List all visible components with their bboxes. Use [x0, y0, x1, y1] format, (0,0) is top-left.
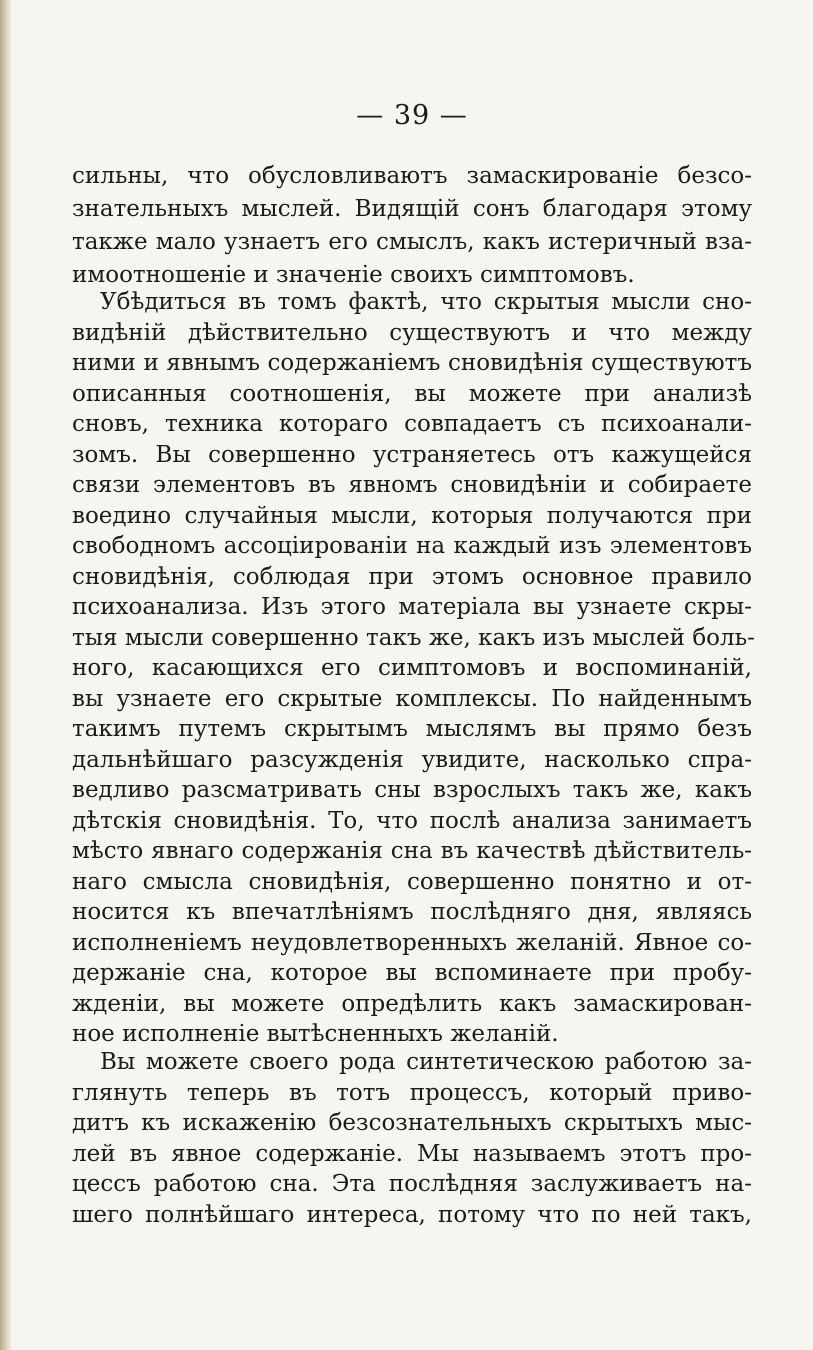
text-line: исполненіемъ неудовлетворенныхъ желаній. Явное со-: [72, 930, 752, 956]
text-line: зомъ. Вы совершенно устраняетесь отъ кажущейся: [72, 442, 752, 468]
text-line: глянуть теперь въ тотъ процессъ, который приво-: [72, 1080, 752, 1106]
text-line: сновъ, техника котораго совпадаетъ съ психоанали-: [72, 411, 752, 437]
text-line: связи элементовъ въ явномъ сновидѣніи и собираете: [72, 472, 752, 498]
text-line: психоанализа. Изъ этого матеріала вы узнаете скры-: [72, 594, 752, 620]
text-line: держаніе сна, которое вы вспоминаете при пробу-: [72, 960, 752, 986]
text-line: знательныхъ мыслей. Видящій сонъ благодаря этому: [72, 196, 752, 222]
text-line: сильны, что обусловливаютъ замаскированіе безсо-: [72, 163, 752, 189]
text-line: свободномъ ассоціированіи на каждый изъ элементовъ: [72, 533, 752, 559]
text-line: видѣній дѣйствительно существуютъ и что между: [72, 320, 752, 346]
text-line: описанныя соотношенія, вы можете при анализѣ: [72, 381, 752, 407]
text-line: цессъ работою сна. Эта послѣдняя заслуживаетъ на-: [72, 1171, 752, 1197]
text-line: наго смысла сновидѣнія, совершенно понятно и от-: [72, 869, 752, 895]
text-line: ного, касающихся его симптомовъ и воспоминаній,: [72, 655, 752, 681]
book-page: [72, 0, 755, 1350]
text-line: Убѣдиться въ томъ фактѣ, что скрытыя мысли сно-: [100, 289, 752, 315]
text-line: лей въ явное содержаніе. Мы называемъ этотъ про-: [72, 1141, 752, 1167]
text-line: имоотношеніе и значеніе своихъ симптомовъ.: [72, 262, 635, 288]
text-line: ное исполненіе вытѣсненныхъ желаній.: [72, 1021, 559, 1047]
text-line: ведливо разсматривать сны взрослыхъ такъ же, какъ: [72, 777, 752, 803]
text-line: также мало узнаетъ его смыслъ, какъ истеричный вза-: [72, 229, 752, 255]
text-line: воедино случайныя мысли, которыя получаются при: [72, 503, 752, 529]
text-line: дитъ къ искаженію безсознательныхъ скрытыхъ мыс-: [72, 1110, 752, 1136]
text-line: жденіи, вы можете опредѣлить какъ замаскирован-: [72, 991, 752, 1017]
text-line: такимъ путемъ скрытымъ мыслямъ вы прямо безъ: [72, 716, 752, 742]
text-line: тыя мысли совершенно такъ же, какъ изъ мыслей боль-: [72, 625, 755, 651]
text-line: шего полнѣйшаго интереса, потому что по ней такъ,: [72, 1202, 752, 1228]
text-line: Вы можете своего рода синтетическою работою за-: [100, 1049, 752, 1075]
page-binding-edge: [0, 0, 12, 1350]
text-line: мѣсто явнаго содержанія сна въ качествѣ дѣйствитель-: [72, 838, 752, 864]
text-line: дѣтскія сновидѣнія. То, что послѣ анализа занимаетъ: [72, 808, 752, 834]
text-line: ними и явнымъ содержаніемъ сновидѣнія существуютъ: [72, 350, 752, 376]
page-number: — 39 —: [356, 100, 468, 131]
text-line: сновидѣнія, соблюдая при этомъ основное правило: [72, 564, 752, 590]
text-line: дальнѣйшаго разсужденія увидите, насколько спра-: [72, 747, 752, 773]
text-line: носится къ впечатлѣніямъ послѣдняго дня, являясь: [72, 899, 752, 925]
text-line: вы узнаете его скрытые комплексы. По найденнымъ: [72, 686, 752, 712]
